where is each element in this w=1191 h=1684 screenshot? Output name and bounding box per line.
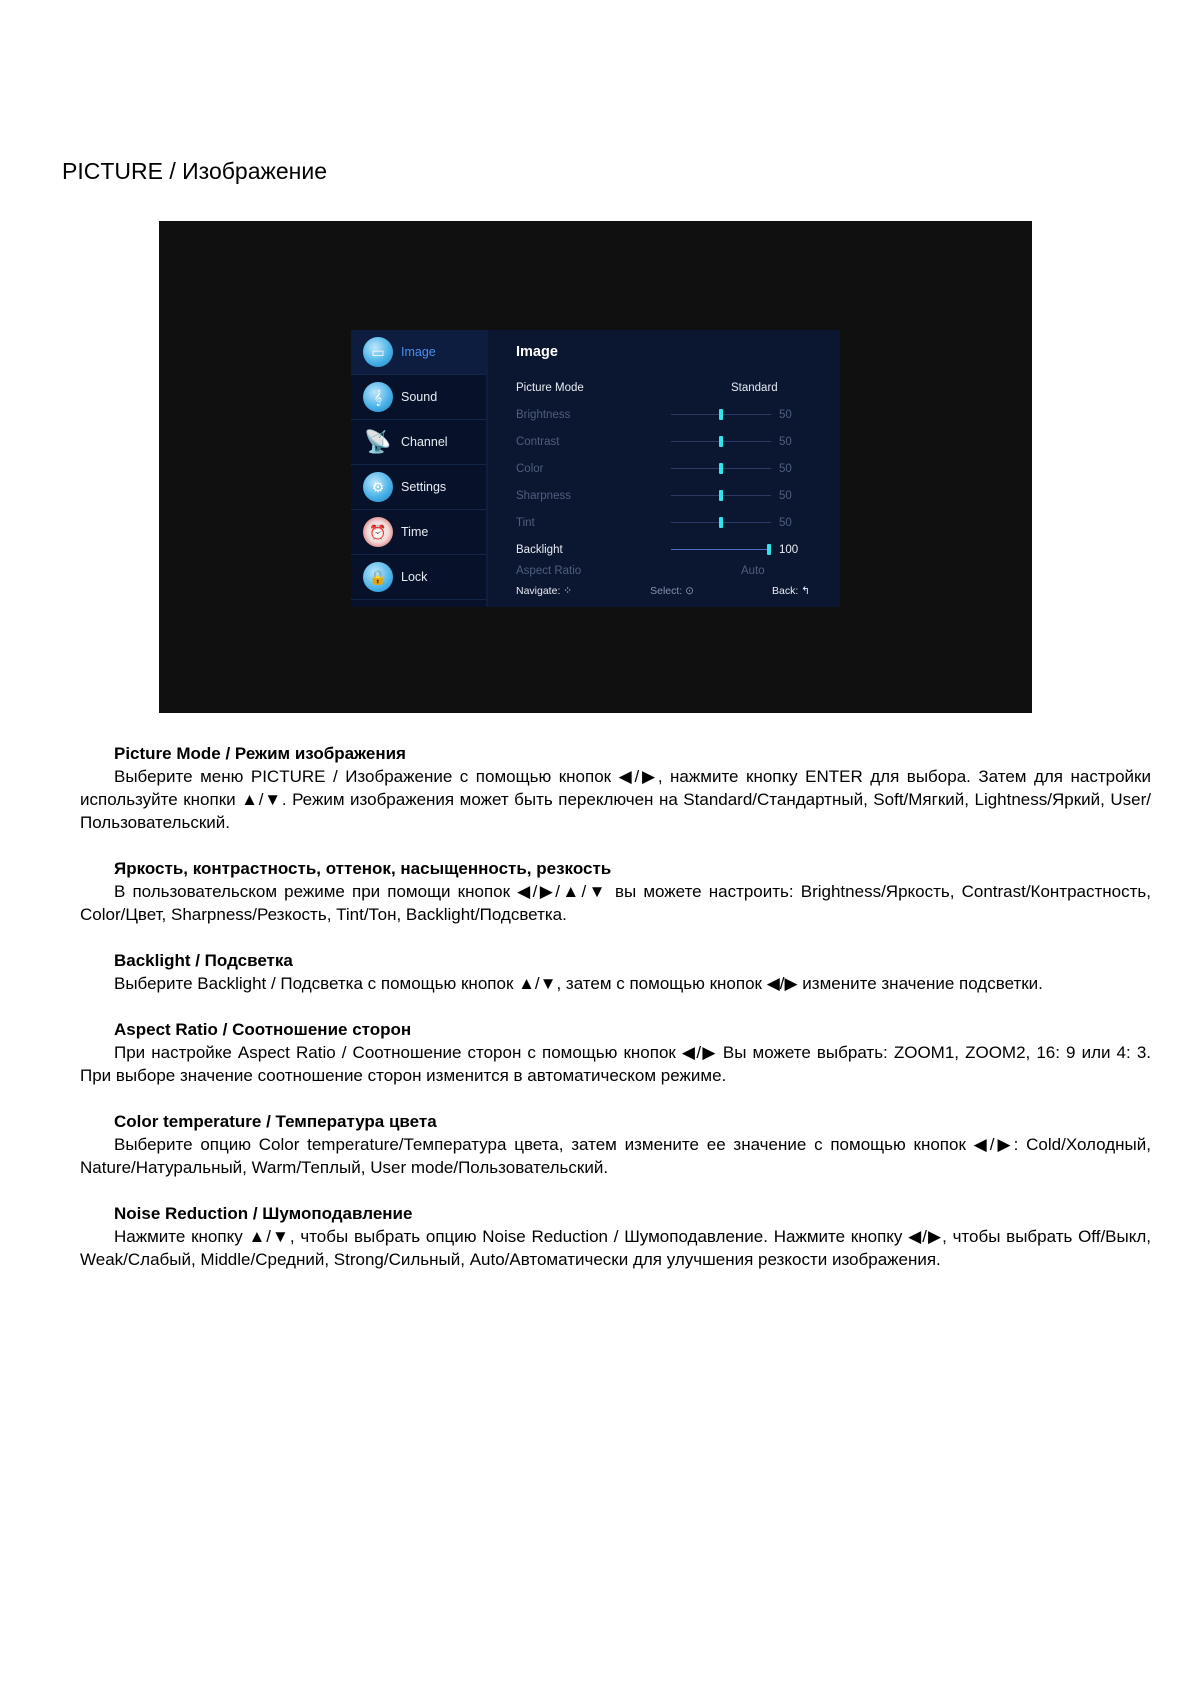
section-heading: Noise Reduction / Шумоподавление bbox=[114, 1204, 413, 1223]
slider-thumb[interactable] bbox=[719, 409, 723, 420]
contrast-value: 50 bbox=[779, 435, 792, 448]
section-color-temperature bbox=[80, 1110, 1151, 1179]
osd-menu bbox=[351, 330, 840, 607]
backlight-row[interactable] bbox=[516, 536, 840, 563]
section-text: В пользовательском режиме при помощи кнопок ◀/▶/▲/▼ вы можете настроить: Brightness/Яркость, Contrast/Контрастность, Color/Цвет, Sharpness/Резкость, Tint/Тон, Backlight/Подсветка. bbox=[80, 882, 1151, 924]
back-hint bbox=[772, 585, 810, 597]
monitor-icon: ▭ bbox=[363, 337, 393, 367]
osd-image-panel bbox=[488, 330, 840, 607]
picture-mode-value: Standard bbox=[731, 381, 778, 394]
aspect-ratio-value: Auto bbox=[741, 565, 765, 577]
instructions-body bbox=[80, 742, 1151, 1294]
sidebar-item-time[interactable] bbox=[351, 510, 486, 555]
osd-sidebar bbox=[351, 330, 488, 607]
slider-thumb[interactable] bbox=[719, 517, 723, 528]
dpad-icon: ⁘ bbox=[563, 585, 573, 597]
sharpness-slider[interactable] bbox=[671, 495, 771, 496]
tint-value: 50 bbox=[779, 516, 792, 529]
backlight-slider[interactable] bbox=[671, 549, 771, 550]
section-heading: Picture Mode / Режим изображения bbox=[114, 744, 406, 763]
section-heading: Яркость, контрастность, оттенок, насыщенность, резкость bbox=[114, 859, 612, 878]
section-aspect-ratio bbox=[80, 1018, 1151, 1087]
sidebar-item-label: Settings bbox=[401, 480, 447, 494]
sidebar-item-label: Lock bbox=[401, 570, 428, 584]
satellite-dish-icon: 📡 bbox=[364, 429, 392, 454]
section-heading: Color temperature / Температура цвета bbox=[114, 1112, 437, 1131]
section-heading: Aspect Ratio / Соотношение сторон bbox=[114, 1020, 412, 1039]
section-noise-reduction bbox=[80, 1202, 1151, 1271]
row-label: Sharpness bbox=[516, 489, 571, 502]
section-text: При настройке Aspect Ratio / Соотношение сторон с помощью кнопок ◀/▶ Вы можете выбрать: ZOOM1, ZOOM2, 16: 9 или 4: 3. При выборе значение соотношение сторон изменится в автоматическом режиме. bbox=[80, 1043, 1151, 1085]
slider-thumb[interactable] bbox=[719, 436, 723, 447]
slider-thumb[interactable] bbox=[719, 463, 723, 474]
contrast-row[interactable] bbox=[516, 428, 840, 455]
music-note-icon: 𝄞 bbox=[363, 382, 393, 412]
aspect-ratio-row[interactable] bbox=[516, 563, 840, 579]
backlight-value: 100 bbox=[779, 543, 799, 556]
row-label: Backlight bbox=[516, 543, 563, 556]
color-slider[interactable] bbox=[671, 468, 771, 469]
section-text: Выберите Backlight / Подсветка с помощью кнопок ▲/▼, затем с помощью кнопок ◀/▶ измените значение подсветки. bbox=[114, 974, 1043, 993]
color-value: 50 bbox=[779, 462, 792, 475]
gear-icon: ⚙ bbox=[363, 472, 393, 502]
section-text: Выберите меню PICTURE / Изображение с помощью кнопок ◀/▶, нажмите кнопку ENTER для выбора. Затем для настройки используйте кнопки ▲/▼. Режим изображения может быть переключен на Standard/Стандартный, Soft/Мягкий, Lightness/Яркий, User/Пользовательский. bbox=[80, 767, 1151, 832]
slider-thumb[interactable] bbox=[719, 490, 723, 501]
brightness-value: 50 bbox=[779, 408, 792, 421]
row-label: Tint bbox=[516, 516, 535, 529]
section-brightness-contrast bbox=[80, 857, 1151, 926]
sidebar-item-settings[interactable] bbox=[351, 465, 486, 510]
ok-button-icon: ⊙ bbox=[685, 585, 694, 597]
sidebar-item-channel[interactable] bbox=[351, 420, 486, 465]
section-backlight bbox=[80, 949, 1151, 995]
contrast-slider[interactable] bbox=[671, 441, 771, 442]
sidebar-item-lock[interactable] bbox=[351, 555, 486, 600]
section-text: Выберите опцию Color temperature/Температура цвета, затем измените ее значение с помощью кнопок ◀/▶: Cold/Холодный, Nature/Натуральный, Warm/Теплый, User mode/Пользовательский. bbox=[80, 1135, 1151, 1177]
slider-thumb[interactable] bbox=[767, 544, 771, 555]
color-row[interactable] bbox=[516, 455, 840, 482]
sidebar-item-label: Sound bbox=[401, 390, 438, 404]
section-text: Нажмите кнопку ▲/▼, чтобы выбрать опцию Noise Reduction / Шумоподавление. Нажмите кнопку ◀/▶, чтобы выбрать Off/Выкл, Weak/Слабый, Middle/Средний, Strong/Сильный, Auto/Автоматически для улучшения резкости изображения. bbox=[80, 1227, 1151, 1269]
sharpness-value: 50 bbox=[779, 489, 792, 502]
sidebar-item-label: Time bbox=[401, 525, 429, 539]
alarm-clock-icon: ⏰ bbox=[363, 517, 393, 547]
select-label: Select: bbox=[650, 585, 683, 597]
navigate-hint bbox=[516, 585, 572, 597]
sidebar-item-sound[interactable] bbox=[351, 375, 486, 420]
picture-mode-row[interactable] bbox=[516, 374, 840, 401]
row-label: Contrast bbox=[516, 435, 560, 448]
tint-slider[interactable] bbox=[671, 522, 771, 523]
row-label: Brightness bbox=[516, 408, 571, 421]
brightness-row[interactable] bbox=[516, 401, 840, 428]
row-label: Aspect Ratio bbox=[516, 565, 582, 577]
padlock-icon: 🔒 bbox=[363, 562, 393, 592]
sidebar-item-label: Image bbox=[401, 345, 436, 359]
back-arrow-icon: ↰ bbox=[801, 585, 810, 597]
back-label: Back: bbox=[772, 585, 799, 597]
row-label: Color bbox=[516, 462, 544, 475]
brightness-slider[interactable] bbox=[671, 414, 771, 415]
navigate-label: Navigate: bbox=[516, 585, 561, 597]
select-hint bbox=[650, 585, 694, 597]
sharpness-row[interactable] bbox=[516, 482, 840, 509]
section-picture-mode bbox=[80, 742, 1151, 834]
sidebar-item-image[interactable] bbox=[351, 330, 486, 375]
panel-heading: Image bbox=[516, 344, 558, 360]
row-label: Picture Mode bbox=[516, 381, 584, 394]
tint-row[interactable] bbox=[516, 509, 840, 536]
slider-fill bbox=[671, 549, 767, 550]
tv-screenshot bbox=[159, 221, 1032, 713]
sidebar-item-label: Channel bbox=[401, 435, 448, 449]
page-title: PICTURE / Изображение bbox=[62, 158, 328, 184]
section-heading: Backlight / Подсветка bbox=[114, 951, 293, 970]
osd-footer-hints bbox=[516, 585, 810, 597]
